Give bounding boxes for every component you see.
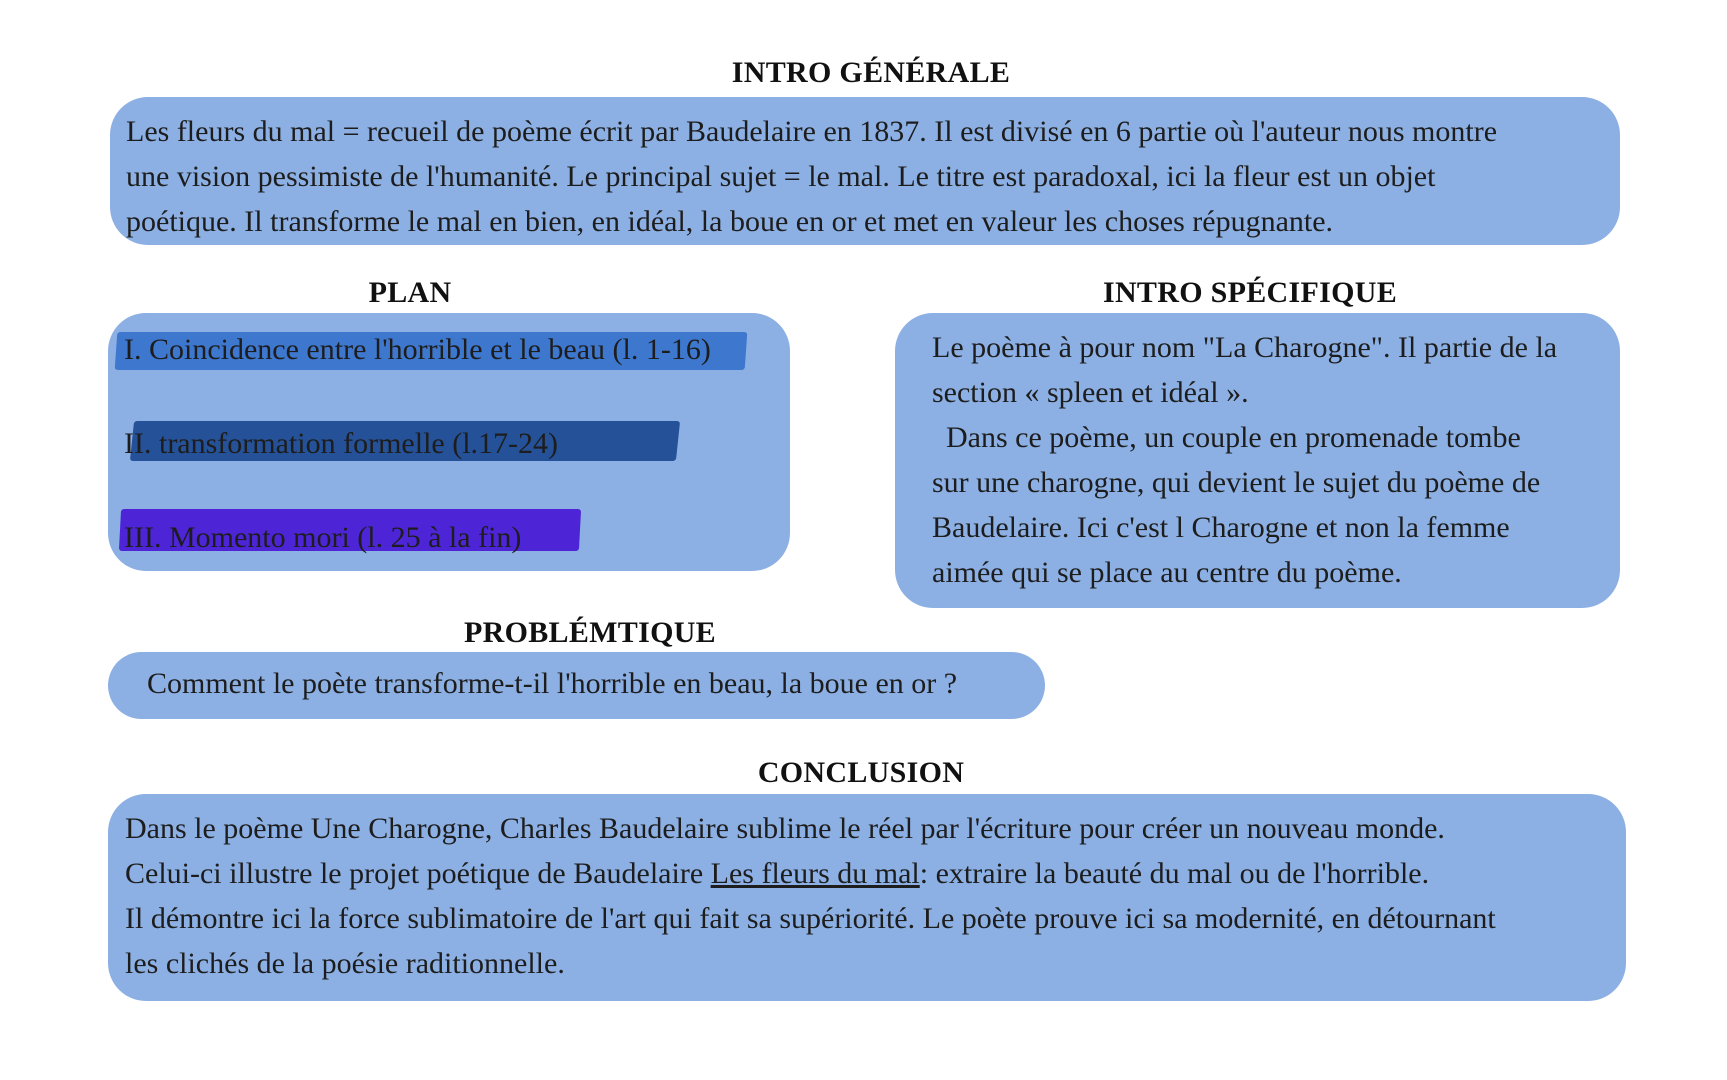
problematique-text: Comment le poète transforme-t-il l'horrible en beau, la boue en or ?: [147, 667, 958, 700]
intro-specifique-heading: INTRO SPÉCIFIQUE: [1102, 276, 1398, 309]
intro-generale-line: une vision pessimiste de l'humanité. Le principal sujet = le mal. Le titre est paradoxal, ici la fleur est un objet: [126, 160, 1436, 193]
conclusion-line: Il démontre ici la force sublimatoire de l'art qui fait sa supériorité. Le poète prouve ici sa modernité, en détournant: [125, 902, 1496, 935]
plan-item: II. transformation formelle (l.17-24): [124, 427, 559, 460]
conclusion-line: Dans le poème Une Charogne, Charles Baudelaire sublime le réel par l'écriture pour créer un nouveau monde.: [125, 812, 1445, 845]
intro-specifique-line: Dans ce poème, un couple en promenade tombe: [946, 421, 1521, 454]
conclusion-line-text: Celui-ci illustre le projet poétique de Baudelaire: [125, 857, 711, 890]
intro-specifique-line: aimée qui se place au centre du poème.: [932, 556, 1402, 589]
conclusion-heading: CONCLUSION: [757, 756, 965, 789]
conclusion-line-text: : extraire la beauté du mal ou de l'horrible.: [919, 857, 1430, 890]
conclusion-box: [108, 794, 1626, 1001]
plan-box: [108, 313, 790, 571]
conclusion-line: les clichés de la poésie raditionnelle.: [125, 947, 565, 980]
problematique-heading: PROBLÉMTIQUE: [464, 616, 716, 649]
intro-generale-heading: INTRO GÉNÉRALE: [731, 56, 1011, 89]
intro-generale-box: [110, 97, 1620, 245]
intro-generale-line: Les fleurs du mal = recueil de poème écrit par Baudelaire en 1837. Il est divisé en 6 partie où l'auteur nous montre: [126, 115, 1498, 148]
book-title: Les fleurs du mal: [710, 857, 920, 890]
intro-specifique-line: section « spleen et idéal ».: [932, 376, 1249, 409]
conclusion-line: [125, 851, 1626, 896]
plan-heading: PLAN: [368, 276, 452, 309]
problematique-box: [108, 652, 1045, 719]
intro-specifique-box: [895, 313, 1620, 608]
intro-specifique-line: sur une charogne, qui devient le sujet du poème de: [932, 466, 1541, 499]
plan-item: I. Coincidence entre l'horrible et le beau (l. 1-16): [124, 333, 711, 366]
plan-item: III. Momento mori (l. 25 à la fin): [124, 521, 522, 554]
intro-specifique-line: Le poème à pour nom "La Charogne". Il partie de la: [932, 331, 1558, 364]
intro-generale-line: poétique. Il transforme le mal en bien, en idéal, la boue en or et met en valeur les choses répugnante.: [126, 205, 1334, 238]
intro-specifique-line: Baudelaire. Ici c'est l Charogne et non la femme: [932, 511, 1510, 544]
